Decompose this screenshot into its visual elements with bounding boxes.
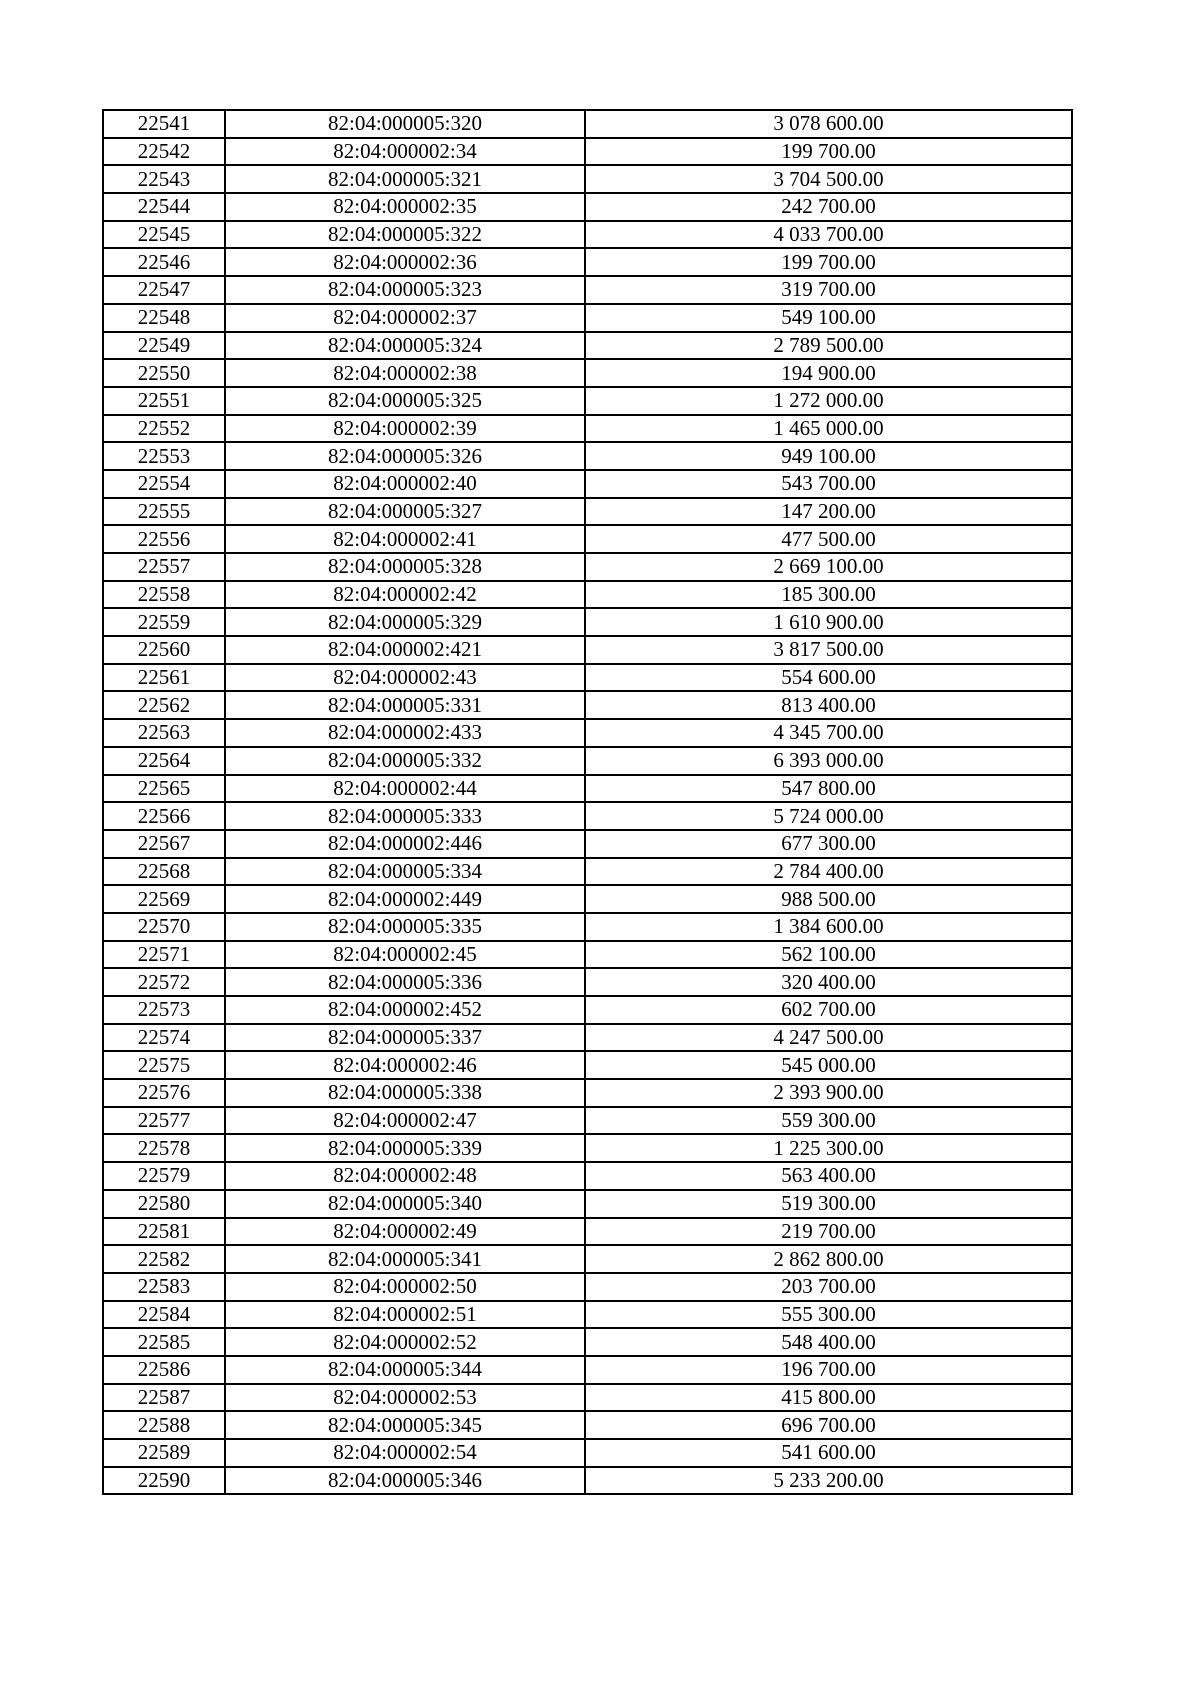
cadastral-number-cell: 82:04:000002:446	[225, 830, 585, 858]
cadastral-number-cell: 82:04:000005:329	[225, 608, 585, 636]
table-row	[103, 553, 1072, 581]
table-row	[103, 1245, 1072, 1273]
cadastral-value-cell: 1 465 000.00	[585, 415, 1072, 443]
cadastral-value-cell: 4 247 500.00	[585, 1024, 1072, 1052]
cadastral-value-cell: 4 033 700.00	[585, 221, 1072, 249]
table-row	[103, 221, 1072, 249]
table-row	[103, 1439, 1072, 1467]
cadastral-number-cell: 82:04:000002:52	[225, 1328, 585, 1356]
row-number-cell: 22575	[103, 1051, 225, 1079]
row-number-cell: 22586	[103, 1356, 225, 1384]
cadastral-value-cell: 196 700.00	[585, 1356, 1072, 1384]
row-number-cell: 22568	[103, 858, 225, 886]
cadastral-number-cell: 82:04:000005:336	[225, 968, 585, 996]
cadastral-value-cell: 199 700.00	[585, 138, 1072, 166]
cadastral-value-cell: 2 393 900.00	[585, 1079, 1072, 1107]
row-number-cell: 22561	[103, 664, 225, 692]
table-row	[103, 138, 1072, 166]
table-row	[103, 1384, 1072, 1412]
cadastral-value-cell: 2 789 500.00	[585, 332, 1072, 360]
table-row	[103, 1328, 1072, 1356]
table-row	[103, 165, 1072, 193]
cadastral-number-cell: 82:04:000002:421	[225, 636, 585, 664]
table-row	[103, 802, 1072, 830]
table-row	[103, 1051, 1072, 1079]
table-row	[103, 1024, 1072, 1052]
cadastral-number-cell: 82:04:000002:39	[225, 415, 585, 443]
cadastral-number-cell: 82:04:000005:332	[225, 747, 585, 775]
cadastral-number-cell: 82:04:000005:327	[225, 498, 585, 526]
cadastral-value-table	[102, 109, 1073, 1495]
row-number-cell: 22567	[103, 830, 225, 858]
table-row	[103, 1467, 1072, 1495]
cadastral-number-cell: 82:04:000005:334	[225, 858, 585, 886]
cadastral-value-cell: 3 704 500.00	[585, 165, 1072, 193]
cadastral-value-cell: 5 724 000.00	[585, 802, 1072, 830]
cadastral-value-cell: 185 300.00	[585, 581, 1072, 609]
row-number-cell: 22571	[103, 941, 225, 969]
cadastral-value-cell: 545 000.00	[585, 1051, 1072, 1079]
cadastral-value-cell: 519 300.00	[585, 1190, 1072, 1218]
table-row	[103, 387, 1072, 415]
row-number-cell: 22589	[103, 1439, 225, 1467]
table-row	[103, 1218, 1072, 1246]
table-row	[103, 1411, 1072, 1439]
cadastral-number-cell: 82:04:000002:433	[225, 719, 585, 747]
cadastral-number-cell: 82:04:000005:333	[225, 802, 585, 830]
cadastral-number-cell: 82:04:000005:325	[225, 387, 585, 415]
table-row	[103, 415, 1072, 443]
cadastral-value-cell: 988 500.00	[585, 885, 1072, 913]
cadastral-value-cell: 677 300.00	[585, 830, 1072, 858]
cadastral-value-cell: 319 700.00	[585, 276, 1072, 304]
cadastral-value-cell: 3 817 500.00	[585, 636, 1072, 664]
row-number-cell: 22569	[103, 885, 225, 913]
cadastral-value-cell: 203 700.00	[585, 1273, 1072, 1301]
table-row	[103, 1301, 1072, 1329]
row-number-cell: 22554	[103, 470, 225, 498]
cadastral-number-cell: 82:04:000002:41	[225, 525, 585, 553]
table-row	[103, 498, 1072, 526]
row-number-cell: 22542	[103, 138, 225, 166]
row-number-cell: 22562	[103, 691, 225, 719]
cadastral-value-cell: 543 700.00	[585, 470, 1072, 498]
row-number-cell: 22550	[103, 359, 225, 387]
table-row	[103, 470, 1072, 498]
row-number-cell: 22556	[103, 525, 225, 553]
cadastral-number-cell: 82:04:000002:449	[225, 885, 585, 913]
row-number-cell: 22551	[103, 387, 225, 415]
row-number-cell: 22560	[103, 636, 225, 664]
row-number-cell: 22545	[103, 221, 225, 249]
row-number-cell: 22581	[103, 1218, 225, 1246]
cadastral-value-cell: 320 400.00	[585, 968, 1072, 996]
table-row	[103, 1190, 1072, 1218]
cadastral-number-cell: 82:04:000002:40	[225, 470, 585, 498]
row-number-cell: 22578	[103, 1134, 225, 1162]
row-number-cell: 22577	[103, 1107, 225, 1135]
row-number-cell: 22563	[103, 719, 225, 747]
cadastral-value-cell: 2 862 800.00	[585, 1245, 1072, 1273]
table-row	[103, 1162, 1072, 1190]
table-row	[103, 332, 1072, 360]
row-number-cell: 22549	[103, 332, 225, 360]
table-row	[103, 913, 1072, 941]
table-row	[103, 996, 1072, 1024]
cadastral-number-cell: 82:04:000002:452	[225, 996, 585, 1024]
cadastral-value-cell: 602 700.00	[585, 996, 1072, 1024]
table-row	[103, 664, 1072, 692]
table-row	[103, 636, 1072, 664]
cadastral-value-cell: 6 393 000.00	[585, 747, 1072, 775]
table-row	[103, 359, 1072, 387]
cadastral-number-cell: 82:04:000002:36	[225, 248, 585, 276]
table-row	[103, 608, 1072, 636]
table-body	[103, 110, 1072, 1494]
cadastral-number-cell: 82:04:000005:338	[225, 1079, 585, 1107]
table-row	[103, 276, 1072, 304]
cadastral-number-cell: 82:04:000002:50	[225, 1273, 585, 1301]
cadastral-value-cell: 555 300.00	[585, 1301, 1072, 1329]
cadastral-number-cell: 82:04:000002:38	[225, 359, 585, 387]
row-number-cell: 22559	[103, 608, 225, 636]
cadastral-number-cell: 82:04:000005:321	[225, 165, 585, 193]
cadastral-number-cell: 82:04:000005:345	[225, 1411, 585, 1439]
row-number-cell: 22576	[103, 1079, 225, 1107]
cadastral-number-cell: 82:04:000005:335	[225, 913, 585, 941]
table-row	[103, 1107, 1072, 1135]
cadastral-value-cell: 547 800.00	[585, 775, 1072, 803]
cadastral-number-cell: 82:04:000005:339	[225, 1134, 585, 1162]
cadastral-value-cell: 559 300.00	[585, 1107, 1072, 1135]
cadastral-value-cell: 813 400.00	[585, 691, 1072, 719]
cadastral-value-cell: 541 600.00	[585, 1439, 1072, 1467]
cadastral-number-cell: 82:04:000005:323	[225, 276, 585, 304]
cadastral-value-cell: 4 345 700.00	[585, 719, 1072, 747]
cadastral-number-cell: 82:04:000002:43	[225, 664, 585, 692]
cadastral-number-cell: 82:04:000002:48	[225, 1162, 585, 1190]
cadastral-value-cell: 1 225 300.00	[585, 1134, 1072, 1162]
cadastral-value-cell: 477 500.00	[585, 525, 1072, 553]
row-number-cell: 22590	[103, 1467, 225, 1495]
cadastral-value-cell: 2 669 100.00	[585, 553, 1072, 581]
row-number-cell: 22584	[103, 1301, 225, 1329]
table-row	[103, 525, 1072, 553]
cadastral-number-cell: 82:04:000005:322	[225, 221, 585, 249]
table-row	[103, 830, 1072, 858]
table-row	[103, 1273, 1072, 1301]
cadastral-value-cell: 5 233 200.00	[585, 1467, 1072, 1495]
cadastral-value-cell: 242 700.00	[585, 193, 1072, 221]
cadastral-value-cell: 1 384 600.00	[585, 913, 1072, 941]
row-number-cell: 22546	[103, 248, 225, 276]
table-row	[103, 193, 1072, 221]
row-number-cell: 22555	[103, 498, 225, 526]
table-row	[103, 691, 1072, 719]
cadastral-number-cell: 82:04:000002:45	[225, 941, 585, 969]
cadastral-value-cell: 3 078 600.00	[585, 110, 1072, 138]
cadastral-number-cell: 82:04:000002:49	[225, 1218, 585, 1246]
cadastral-number-cell: 82:04:000002:47	[225, 1107, 585, 1135]
row-number-cell: 22588	[103, 1411, 225, 1439]
table-row	[103, 858, 1072, 886]
row-number-cell: 22573	[103, 996, 225, 1024]
row-number-cell: 22587	[103, 1384, 225, 1412]
cadastral-value-cell: 548 400.00	[585, 1328, 1072, 1356]
row-number-cell: 22558	[103, 581, 225, 609]
cadastral-value-cell: 549 100.00	[585, 304, 1072, 332]
cadastral-number-cell: 82:04:000002:53	[225, 1384, 585, 1412]
row-number-cell: 22582	[103, 1245, 225, 1273]
cadastral-number-cell: 82:04:000005:340	[225, 1190, 585, 1218]
row-number-cell: 22557	[103, 553, 225, 581]
cadastral-number-cell: 82:04:000005:324	[225, 332, 585, 360]
row-number-cell: 22564	[103, 747, 225, 775]
table-row	[103, 1356, 1072, 1384]
cadastral-number-cell: 82:04:000005:344	[225, 1356, 585, 1384]
cadastral-number-cell: 82:04:000005:326	[225, 442, 585, 470]
cadastral-number-cell: 82:04:000002:35	[225, 193, 585, 221]
row-number-cell: 22570	[103, 913, 225, 941]
row-number-cell: 22565	[103, 775, 225, 803]
table-row	[103, 747, 1072, 775]
cadastral-value-cell: 696 700.00	[585, 1411, 1072, 1439]
row-number-cell: 22580	[103, 1190, 225, 1218]
row-number-cell: 22574	[103, 1024, 225, 1052]
table-row	[103, 941, 1072, 969]
table-row	[103, 1079, 1072, 1107]
cadastral-value-cell: 199 700.00	[585, 248, 1072, 276]
table-row	[103, 248, 1072, 276]
row-number-cell: 22579	[103, 1162, 225, 1190]
row-number-cell: 22548	[103, 304, 225, 332]
cadastral-value-cell: 949 100.00	[585, 442, 1072, 470]
table-row	[103, 1134, 1072, 1162]
table-row	[103, 442, 1072, 470]
row-number-cell: 22572	[103, 968, 225, 996]
table-row	[103, 968, 1072, 996]
row-number-cell: 22553	[103, 442, 225, 470]
cadastral-number-cell: 82:04:000002:46	[225, 1051, 585, 1079]
cadastral-number-cell: 82:04:000005:331	[225, 691, 585, 719]
row-number-cell: 22541	[103, 110, 225, 138]
cadastral-value-cell: 194 900.00	[585, 359, 1072, 387]
row-number-cell: 22544	[103, 193, 225, 221]
cadastral-value-cell: 1 272 000.00	[585, 387, 1072, 415]
cadastral-number-cell: 82:04:000002:51	[225, 1301, 585, 1329]
table-row	[103, 304, 1072, 332]
cadastral-value-cell: 219 700.00	[585, 1218, 1072, 1246]
table-row	[103, 110, 1072, 138]
cadastral-number-cell: 82:04:000005:328	[225, 553, 585, 581]
cadastral-number-cell: 82:04:000002:42	[225, 581, 585, 609]
cadastral-value-cell: 562 100.00	[585, 941, 1072, 969]
cadastral-number-cell: 82:04:000002:54	[225, 1439, 585, 1467]
cadastral-number-cell: 82:04:000002:44	[225, 775, 585, 803]
cadastral-number-cell: 82:04:000005:320	[225, 110, 585, 138]
cadastral-number-cell: 82:04:000005:337	[225, 1024, 585, 1052]
cadastral-number-cell: 82:04:000005:346	[225, 1467, 585, 1495]
cadastral-value-cell: 415 800.00	[585, 1384, 1072, 1412]
row-number-cell: 22585	[103, 1328, 225, 1356]
table-row	[103, 719, 1072, 747]
row-number-cell: 22583	[103, 1273, 225, 1301]
table-row	[103, 581, 1072, 609]
table-row	[103, 775, 1072, 803]
row-number-cell: 22547	[103, 276, 225, 304]
table-row	[103, 885, 1072, 913]
row-number-cell: 22552	[103, 415, 225, 443]
cadastral-value-cell: 2 784 400.00	[585, 858, 1072, 886]
cadastral-value-cell: 1 610 900.00	[585, 608, 1072, 636]
row-number-cell: 22566	[103, 802, 225, 830]
cadastral-number-cell: 82:04:000002:37	[225, 304, 585, 332]
cadastral-value-cell: 554 600.00	[585, 664, 1072, 692]
cadastral-value-cell: 147 200.00	[585, 498, 1072, 526]
cadastral-value-cell: 563 400.00	[585, 1162, 1072, 1190]
cadastral-number-cell: 82:04:000002:34	[225, 138, 585, 166]
cadastral-number-cell: 82:04:000005:341	[225, 1245, 585, 1273]
row-number-cell: 22543	[103, 165, 225, 193]
